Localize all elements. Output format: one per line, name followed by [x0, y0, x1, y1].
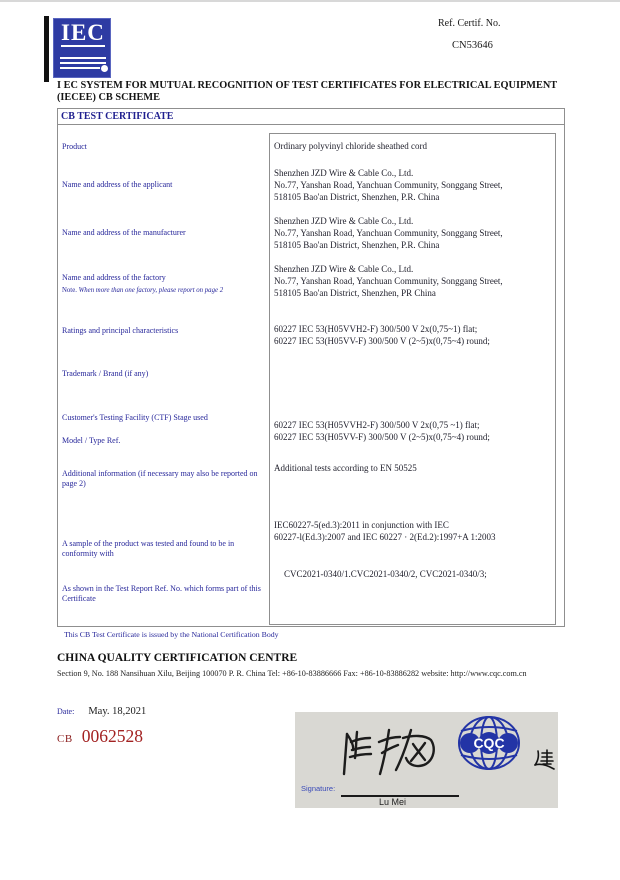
label-factory-note: [62, 287, 272, 294]
ref-certif-no-label: Ref. Certif. No.: [438, 18, 501, 29]
iec-logo-box: [53, 18, 111, 78]
stamp-character-jian: [533, 748, 555, 772]
signature-scan-area: [295, 712, 558, 808]
certificate-table: [57, 108, 565, 627]
signatory-name: Lu Mei: [379, 797, 407, 807]
label-factory: Name and address of the factory: [62, 273, 166, 282]
ref-certif-number: CN53646: [452, 40, 493, 51]
label-ctf-stage: Customer's Testing Facility (CTF) Stage used: [62, 413, 208, 422]
label-conformity: A sample of the product was tested and found to be in conformity with: [62, 539, 235, 558]
cqc-logo: [455, 714, 523, 776]
date-label: Date:: [57, 707, 75, 716]
scheme-title-line1: I EC SYSTEM FOR MUTUAL RECOGNITION OF TEST CERTIFICATES FOR ELECTRICAL EQUIPMENT: [57, 80, 558, 91]
iec-logo-lines-icon: [60, 57, 106, 72]
value-factory: Shenzhen JZD Wire & Cable Co., Ltd. No.77, Yanshan Road, Yanchuan Community, Songgang Street, 518105 Bao'an District, Shenzhen, PR China: [274, 264, 503, 298]
handwritten-signature: [337, 726, 455, 782]
label-trademark: Trademark / Brand (if any): [62, 369, 149, 378]
label-test-report: As shown in the Test Report Ref. No. which forms part of this Certificate: [62, 584, 261, 603]
scheme-title-line2: (IECEE) CB SCHEME: [57, 92, 160, 103]
label-product: Product: [62, 142, 87, 151]
certificate-title: CB TEST CERTIFICATE: [58, 109, 564, 125]
issued-by-line: This CB Test Certificate is issued by the National Certification Body: [64, 630, 279, 639]
value-standards: IEC60227-5(ed.3):2011 in conjunction with IEC 60227-l(Ed.3):2007 and IEC 60227 · 2(Ed.2):1997+A 1:2003: [274, 520, 496, 542]
date-row: [57, 701, 146, 719]
cb-number: 0062528: [81, 726, 143, 746]
label-applicant: Name and address of the applicant: [62, 180, 173, 189]
label-manufacturer: Name and address of the manufacturer: [62, 228, 186, 237]
label-ratings: Ratings and principal characteristics: [62, 326, 179, 335]
value-test-reports: CVC2021-0340/1.CVC2021-0340/2, CVC2021-0340/3;: [284, 569, 487, 579]
value-applicant: Shenzhen JZD Wire & Cable Co., Ltd. No.77, Yanshan Road, Yanchuan Community, Songgang Street, 518105 Bao'an District, Shenzhen, P.R. China: [274, 168, 503, 202]
date-value: May. 18,2021: [88, 706, 147, 717]
cb-prefix: CB: [57, 733, 73, 745]
values-box: [269, 133, 556, 625]
cb-certificate-number: [57, 726, 143, 747]
cqc-logo-text: CQC: [473, 735, 505, 751]
value-product: Ordinary polyvinyl chloride sheathed cord: [274, 141, 427, 151]
value-additional-info: Additional tests according to EN 50525: [274, 463, 417, 473]
value-model-type-ref: 60227 IEC 53(H05VVH2-F) 300/500 V 2x(0,75 ~1) flat; 60227 IEC 53(H05VV-F) 300/500 V (2~5)x(0,75~4) round;: [274, 420, 490, 442]
factory-note-italic: When more than one factory, please report on page 2: [78, 287, 224, 294]
factory-note-prefix: Note.: [62, 287, 77, 294]
iec-logo: [44, 16, 116, 82]
signature-label: Signature:: [301, 784, 336, 793]
value-ratings: 60227 IEC 53(H05VVH2-F) 300/500 V 2x(0,75~1) flat; 60227 IEC 53(H05VV-F) 300/500 V (2~5)x(0,75~4) round;: [274, 324, 490, 346]
label-model-type-ref: Model / Type Ref.: [62, 436, 121, 445]
value-manufacturer: Shenzhen JZD Wire & Cable Co., Ltd. No.77, Yanshan Road, Yanchuan Community, Songgang Street, 518105 Bao'an District, Shenzhen, P.R. China: [274, 216, 503, 250]
certification-body-address: Section 9, No. 188 Nansihuan Xilu, Beijing 100070 P. R. China Tel: +86-10-83886666 Fax: +86-10-83886282 website: http://www.cqc.com.cn: [57, 669, 527, 678]
iec-logo-black-bar: [44, 16, 49, 82]
label-additional-info: Additional information (if necessary may also be reported on page 2): [62, 469, 258, 488]
certification-body-name: CHINA QUALITY CERTIFICATION CENTRE: [57, 652, 298, 664]
iec-logo-text: IEC: [61, 21, 105, 47]
